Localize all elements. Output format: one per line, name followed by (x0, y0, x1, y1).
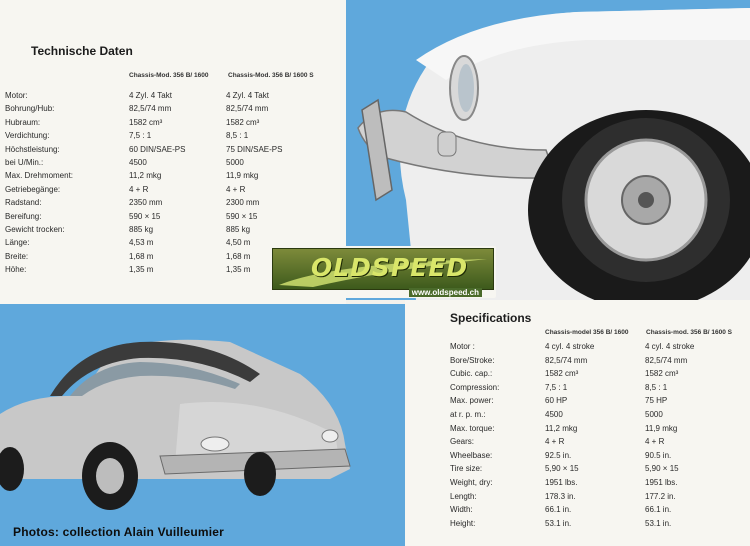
spec-value-base: 92.5 in. (545, 450, 572, 460)
spec-value-s: 177.2 in. (645, 491, 676, 501)
spec-value-s: 4 + R (645, 437, 665, 447)
spec-value-s: 1,35 m (226, 265, 251, 275)
spec-label: Motor : (450, 342, 475, 351)
spec-value-s: 885 kg (226, 225, 251, 234)
spec-label: bei U/Min.: (5, 158, 44, 167)
spec-value-base: 4 + R (129, 184, 149, 194)
german-heading: Technische Daten (31, 44, 133, 58)
spec-value-base: 885 kg (129, 225, 154, 234)
spec-value-s: 90.5 in. (645, 450, 672, 460)
spec-value-s: 4 + R (226, 184, 246, 194)
spec-value-base: 66.1 in. (545, 505, 572, 515)
oldspeed-logo[interactable] (270, 246, 496, 298)
spec-value-base: 4,53 m (129, 238, 154, 248)
spec-row (405, 342, 745, 355)
spec-row (0, 198, 340, 211)
spec-row (405, 451, 745, 464)
logo-text: OLDSPEED (311, 253, 469, 282)
spec-label: at r. p. m.: (450, 410, 486, 419)
spec-value-s: 5,90 × 15 (645, 464, 679, 474)
spec-value-s: 82,5/74 mm (645, 355, 688, 365)
spec-value-base: 1,35 m (129, 265, 154, 275)
photo-credit: Photos: collection Alain Vuilleumier (13, 525, 225, 539)
spec-value-s: 590 × 15 (226, 211, 258, 221)
spec-value-s: 4,50 m (226, 238, 251, 248)
spec-value-s: 8,5 : 1 (226, 131, 249, 141)
spec-row (0, 131, 340, 144)
spec-value-base: 7,5 : 1 (545, 382, 568, 392)
spec-row (405, 356, 745, 369)
spec-label: Höchstleistung: (5, 144, 60, 154)
spec-value-s: 1951 lbs. (645, 478, 678, 487)
spec-label: Max. Drehmoment: (5, 171, 74, 181)
spec-label: Bore/Stroke: (450, 355, 495, 365)
spec-row (405, 424, 745, 437)
spec-value-base: 53.1 in. (545, 518, 572, 528)
spec-value-s: 66.1 in. (645, 505, 672, 515)
spec-row (405, 369, 745, 382)
spec-value-base: 82,5/74 mm (129, 104, 172, 114)
spec-label: Gears: (450, 437, 475, 447)
spec-label: Breite: (5, 251, 29, 261)
spec-row (405, 505, 745, 518)
spec-value-base: 60 HP (545, 396, 568, 406)
spec-row (0, 185, 340, 198)
spec-value-s: 1,68 m (226, 251, 251, 261)
spec-row (0, 118, 340, 131)
car-side-illustration (0, 304, 405, 546)
spec-label: Cubic. cap.: (450, 369, 493, 379)
spec-value-base: 60 DIN/SAE-PS (129, 144, 186, 154)
spec-label: Compression: (450, 382, 500, 392)
spec-row (0, 91, 340, 104)
spec-value-s: 75 DIN/SAE-PS (226, 144, 283, 154)
spec-value-s: 1582 cm³ (645, 369, 679, 379)
spec-row (405, 478, 745, 491)
spec-row (405, 437, 745, 450)
spec-row (0, 104, 340, 117)
spec-row (405, 464, 745, 477)
english-heading: Specifications (450, 311, 532, 325)
spec-value-s: 4 cyl. 4 stroke (645, 342, 695, 351)
spec-value-base: 1582 cm³ (545, 369, 579, 379)
spec-label: Verdichtung: (5, 131, 50, 141)
spec-value-base: 1582 cm³ (129, 117, 163, 127)
english-col1-header: Chassis-model 356 B/ 1600 (545, 329, 629, 336)
spec-value-s: 5000 (645, 410, 663, 419)
spec-value-s: 82,5/74 mm (226, 104, 269, 114)
spec-label: Hubraum: (5, 117, 41, 127)
spec-label: Motor: (5, 91, 28, 100)
spec-label: Länge: (5, 238, 30, 248)
spec-row (0, 158, 340, 171)
german-col2-header: Chassis-Mod. 356 B/ 1600 S (228, 72, 314, 79)
english-spec-panel (405, 300, 750, 546)
spec-value-s: 8,5 : 1 (645, 382, 668, 392)
spec-value-base: 2350 mm (129, 198, 163, 208)
spec-row (405, 396, 745, 409)
spec-value-base: 11,2 mkg (129, 171, 162, 181)
spec-row (405, 383, 745, 396)
spec-label: Getriebegänge: (5, 184, 61, 194)
spec-value-base: 4 cyl. 4 stroke (545, 342, 595, 351)
spec-row (0, 225, 340, 238)
spec-value-base: 4500 (129, 158, 147, 167)
spec-row (0, 171, 340, 184)
spec-value-base: 4500 (545, 410, 563, 419)
spec-value-base: 1951 lbs. (545, 478, 578, 487)
spec-row (0, 145, 340, 158)
spec-label: Tire size: (450, 464, 483, 474)
spec-value-s: 1582 cm³ (226, 117, 260, 127)
spec-value-base: 11,2 mkg (545, 423, 578, 433)
spec-label: Weight, dry: (450, 478, 493, 487)
spec-row (0, 212, 340, 225)
spec-label: Wheelbase: (450, 450, 493, 460)
spec-label: Max. power: (450, 396, 494, 406)
spec-value-s: 75 HP (645, 396, 668, 406)
spec-value-base: 4 + R (545, 437, 565, 447)
spec-row (405, 519, 745, 532)
spec-value-base: 590 × 15 (129, 211, 161, 221)
spec-label: Höhe: (5, 265, 27, 275)
spec-value-base: 4 Zyl. 4 Takt (129, 91, 172, 100)
spec-value-base: 5,90 × 15 (545, 464, 579, 474)
spec-value-s: 4 Zyl. 4 Takt (226, 91, 269, 100)
spec-value-s: 53.1 in. (645, 518, 672, 528)
car-side-photo (0, 304, 405, 546)
german-col1-header: Chassis-Mod. 356 B/ 1600 (129, 72, 209, 79)
spec-label: Max. torque: (450, 423, 495, 433)
spec-label: Bereifung: (5, 211, 42, 221)
spec-label: Width: (450, 505, 473, 515)
logo-url[interactable]: www.oldspeed.ch (409, 288, 482, 297)
spec-row (405, 410, 745, 423)
spec-value-base: 82,5/74 mm (545, 355, 588, 365)
spec-label: Bohrung/Hub: (5, 104, 55, 114)
spec-value-base: 178.3 in. (545, 491, 576, 501)
spec-value-base: 1,68 m (129, 251, 154, 261)
spec-value-s: 11,9 mkg (645, 423, 678, 433)
spec-label: Height: (450, 518, 476, 528)
spec-row (405, 492, 745, 505)
spec-label: Length: (450, 491, 477, 501)
spec-label: Radstand: (5, 198, 42, 208)
spec-value-s: 11,9 mkg (226, 171, 259, 181)
english-col2-header: Chassis-mod. 356 B/ 1600 S (646, 329, 732, 336)
spec-label: Gewicht trocken: (5, 225, 65, 234)
spec-value-base: 7,5 : 1 (129, 131, 152, 141)
spec-value-s: 2300 mm (226, 198, 260, 208)
logo-badge (272, 248, 494, 290)
spec-value-s: 5000 (226, 158, 244, 167)
